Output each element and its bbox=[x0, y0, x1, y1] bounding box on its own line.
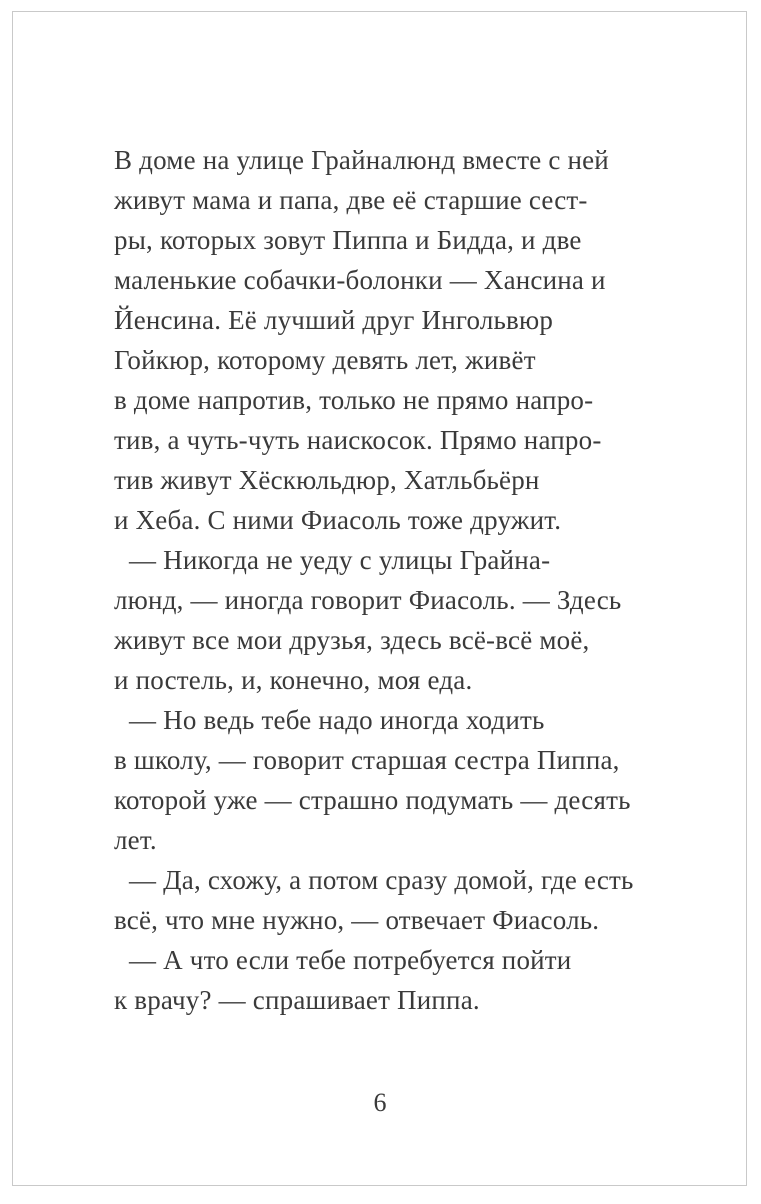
text-line-paragraph-start: — Но ведь тебе надо иногда ходить bbox=[129, 705, 545, 735]
text-line: люнд, — иногда говорит Фиасоль. — Здесь bbox=[114, 585, 622, 615]
text-line: к врачу? — спрашивает Пиппа. bbox=[114, 985, 480, 1015]
text-line: которой уже — страшно подумать — десять bbox=[114, 785, 631, 815]
text-line: всё, что мне нужно, — отвечает Фиасоль. bbox=[114, 905, 600, 935]
text-line: Йенсина. Её лучший друг Ингольвюр bbox=[114, 305, 554, 335]
text-line: в школу, — говорит старшая сестра Пиппа, bbox=[114, 745, 620, 775]
text-line: в доме напротив, только не прямо напро- bbox=[114, 385, 594, 415]
text-line: В доме на улице Грайналюнд вместе с ней bbox=[114, 145, 609, 175]
text-line-paragraph-start: — Да, схожу, а потом сразу домой, где есть bbox=[129, 865, 634, 895]
text-line: тив живут Хёскюльдюр, Хатльбьёрн bbox=[114, 465, 540, 495]
page-number: 6 bbox=[373, 1088, 387, 1117]
text-line: живут все мои друзья, здесь всё-всё моё, bbox=[114, 625, 590, 655]
text-line-paragraph-start: — А что если тебе потребуется пойти bbox=[129, 945, 572, 975]
text-line: и постель, и, конечно, моя еда. bbox=[114, 665, 473, 695]
text-line: лет. bbox=[114, 825, 157, 855]
text-line: тив, а чуть-чуть наискосок. Прямо напро- bbox=[114, 425, 602, 455]
text-line-paragraph-start: — Никогда не уеду с улицы Грайна- bbox=[129, 545, 551, 575]
text-line: ры, которых зовут Пиппа и Бидда, и две bbox=[114, 225, 582, 255]
text-line: и Хеба. С ними Фиасоль тоже дружит. bbox=[114, 505, 562, 535]
text-line: живут мама и папа, две её старшие сест- bbox=[114, 185, 588, 215]
page-text bbox=[114, 140, 662, 1020]
text-line: маленькие собачки-болонки — Хансина и bbox=[114, 265, 606, 295]
text-line: Гойкюр, которому девять лет, живёт bbox=[114, 345, 536, 375]
